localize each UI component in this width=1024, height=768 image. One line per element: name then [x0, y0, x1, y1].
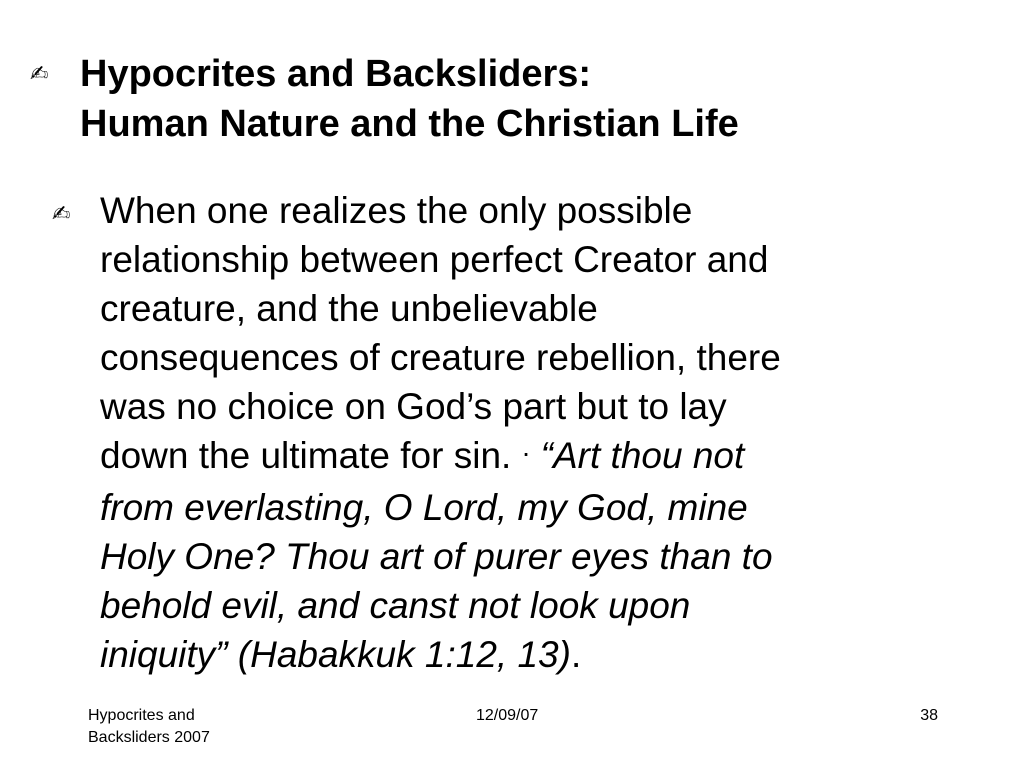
footer-title-line: Backsliders 2007 — [88, 729, 210, 746]
scripture-quote-last-line — [100, 630, 980, 679]
bullet-paragraph — [100, 186, 980, 679]
footer-date: 12/09/07 — [476, 707, 539, 724]
footer-presentation-title — [88, 705, 278, 749]
body-line: When one realizes the only possible — [100, 190, 693, 231]
body-line: relationship between perfect Creator and — [100, 239, 769, 280]
body-line: creature, and the unbelievable — [100, 288, 598, 329]
title-line-2: Human Nature and the Christian Life — [80, 103, 739, 145]
final-period: . — [570, 634, 582, 675]
scripture-quote-line: behold evil, and canst not look upon — [100, 585, 691, 626]
slide-number: 38 — [920, 707, 938, 724]
title-line-1: Hypocrites and Backsliders: — [80, 53, 592, 95]
scripture-quote-line: from everlasting, O Lord, my God, mine — [100, 487, 748, 528]
separator-dot: · — [521, 437, 531, 468]
body-line-mixed — [100, 431, 980, 483]
footer-title-line: Hypocrites and — [88, 707, 195, 724]
body-line: consequences of creature rebellion, there — [100, 337, 781, 378]
quill-pen-icon: ✍ — [52, 202, 71, 227]
body-line: was no choice on God’s part but to lay — [100, 386, 727, 427]
body-line: down the ultimate for sin. — [100, 435, 512, 476]
slide-title — [80, 49, 1000, 149]
scripture-quote-start: “Art thou not — [540, 435, 745, 476]
quill-pen-icon: ✍ — [30, 62, 49, 87]
scripture-quote-line: Holy One? Thou art of purer eyes than to — [100, 536, 773, 577]
scripture-citation: iniquity” (Habakkuk 1:12, 13) — [100, 634, 571, 675]
